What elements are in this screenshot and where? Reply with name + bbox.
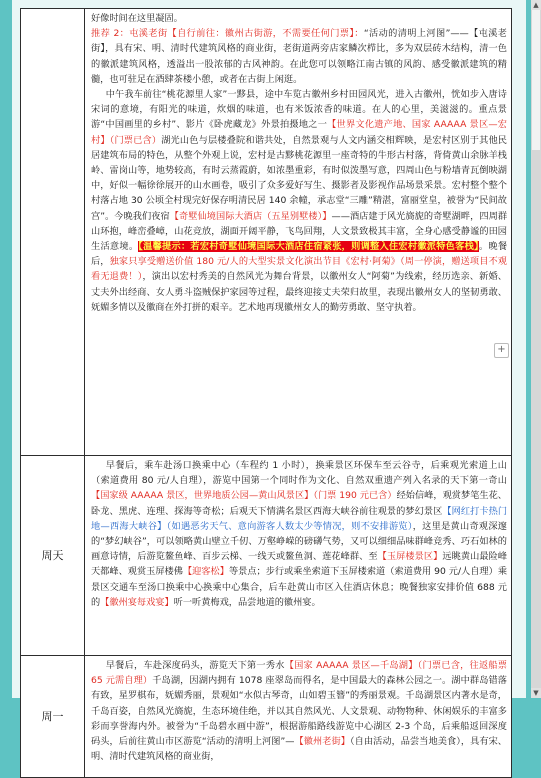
body-text: 早餐后，车赴深度码头，游览天下第一秀水 (105, 660, 285, 671)
day-content (85, 656, 512, 778)
scroll-up-arrow-icon[interactable]: ▲ (531, 0, 541, 10)
itinerary-row (21, 656, 512, 778)
highlighted-text: 【世界文化遗产地、国家 AAAAA 景区—宏村】（门票已含） (91, 119, 507, 146)
highlighted-text: 【网红打卡热门地—西海大峡谷】（如遇恶劣天气、意向游客人数太少等情况，则不安排游览） (91, 505, 508, 532)
body-text: 等景点；步行或乘坐索道下玉屏楼索道（索道费用 90 元/人自理）乘景区交通车至汤口换乘中心换乘中心集合，后车赴黄山市区入住酒店休息；晚餐独家安排价值 688 元的 (91, 566, 508, 608)
day-label: 周天 (21, 456, 85, 656)
highlighted-text: 【迎客松】 (182, 566, 229, 578)
highlighted-text: 【奇墅仙境国际大酒店（五星别墅楼）】 (169, 210, 332, 222)
day-label: 周一 (21, 656, 85, 778)
day-content (85, 9, 512, 456)
highlighted-text: 【国家级 AAAAA 景区，世界地质公园—黄山风景区】（门票 190 元已含） (91, 490, 397, 502)
paragraph (91, 87, 507, 315)
highlighted-text: 【徽州宴每戏宴】 (100, 596, 174, 608)
highlighted-notice: 【温馨提示：若宏村奇墅仙境国际大酒店住宿紧张，则调整入住宏村徽派特色客栈】 (138, 241, 479, 253)
scrollbar-thumb[interactable] (532, 0, 540, 150)
body-text: 湖光山色与层楼叠院和谐共处，自然景观与人文内涵交相辉映，是宏村区别于其他民居建筑布局的特色，从整个外观上说，宏村是古黟桃花源里一座奇特的牛形古村落，背倚黄山余脉羊栈岭、雷岗山等，地势较高，有时云蒸霞蔚，如浓墨重彩，有时似泼墨写意，四周山色与粉墙青瓦倒映湖中，好似一幅徐徐展开的山水画卷，吸引了众多爱好写生、摄影者及影视作品场景采景。宏村整个整个村落占地 30 公顷全村现完好保存明清民居 140 余幢，承志堂“三雕”精湛，富丽堂皇，被誉为“民间故宫”。今晚我们夜宿 (91, 134, 507, 222)
itinerary-row (21, 9, 512, 456)
body-text: ，演出以宏村秀美的自然风光为舞台背景，以徽州女人“阿菊”为线索，经历选亲、新婚、丈夫外出经商、女人勇斗盗贼保护家园等过程，最终迎接丈夫荣归故里，表现出徽州女人的坚韧勇敢、妩媚多情以及徽商在外打拼的艰辛。艺术地再现徽州女人的勤劳勇敢、坚守执着。 (91, 271, 507, 313)
paragraph (91, 26, 507, 87)
itinerary-table (20, 8, 512, 778)
body-text: 中午我车前往“桃花源里人家”一黟县，途中车览古徽州乡村田园风光，进入古徽州，恍如步入唐诗宋词的意境，有阳光的味道，炊烟的味道，也有米饭浓香的味道。在人的心里，美滋滋的。重点景游“中国画里的乡村”、影片《卧虎藏龙》外景拍摄地之一 (91, 89, 507, 131)
body-text: 。晚餐后， (91, 241, 508, 268)
highlighted-text: 【玉屏楼景区】 (377, 551, 443, 563)
day-content (85, 456, 512, 656)
day-label (21, 9, 85, 456)
highlighted-text: 独家只享受赠送价值 180 元/人的大型实景文化演出节目《宏村·阿菊》（周一停演，赠送项目不观看无退费！） (91, 256, 508, 283)
body-text: 远眺黄山最险峰天都峰、观赏玉屏楼佛 (91, 551, 508, 578)
body-text: 早餐后，乘车赴汤口换乘中心（车程约 1 小时），换乘景区环保车至云谷寺，后乘观光索道上山（索道费用 80 元/人自理），游览中国第一个同时作为文化、自然双重遗产列入名录的天下第一奇山 (91, 460, 507, 487)
highlighted-text: 推荐 2：屯溪老街【自行前往：徽州古街游，不需要任何门票】： (91, 28, 364, 40)
itinerary-row (21, 456, 512, 656)
body-text: 听一听黄梅戏，品尝地道的徽州宴。 (173, 596, 321, 608)
expand-plus-icon[interactable]: + (494, 343, 509, 358)
body-text: ，这里是黄山奇观深邃的“梦幻峡谷”，可以领略黄山壁立千仞、万壑峥嵘的磅礴气势，又可以细细品味群峰竞秀、巧石如林的画意诗情，后游览鳌鱼峰、百步云梯、一线天或鳌鱼洞、莲花峰群、至 (91, 520, 507, 563)
scroll-down-arrow-icon[interactable]: ▼ (531, 688, 541, 698)
body-text: “活动的清明上河图”——【屯溪老街】，具有宋、明、清时代建筑风格的商业街，老街道两旁店家鳞次栉比，多为双层砖木结构，清一色的徽派建筑风格，透溢出一股浓郁的古风神韵。在此您可以领略江南古镇的风韵、感受徽派建筑的精髓，也可驻足在酒肆茶楼小憩，或者在古街上闲逛。 (91, 28, 507, 85)
highlighted-text: 【国家 AAAAA 景区—千岛湖】（门票已含，往返船票 65 元需自理） (91, 660, 507, 687)
paragraph (91, 658, 507, 764)
body-text: 好像时间在这里凝固。 (91, 13, 183, 24)
body-text: 千岛湖，因湖内拥有 1078 座翠岛而得名，是中国最大的森林公园之一。湖中群岛错落有致，星罗棋布，妩媚秀丽，景观如“水似古琴奇，山如碧玉簪”的秀丽景观。千岛湖景区内著水是奇，千岛百姿，自然风光旖旎，生态环境佳绝，并以其自然风光、人文景观、动物物种、休闲娱乐的丰富多彩而享誉海内外。被誉为“千岛碧水画中游”，根据游船路线游览中心湖区 2-3 个岛，后乘船返回深度码头，后前往黄山市区游览“活动的清明上河图”— (91, 675, 507, 748)
body-text: 经始信峰，观赏梦笔生花、卧龙、黑虎、连理、探海等奇松；后观天下情满名景区西海大峡谷前往观景的梦幻景区 (91, 490, 507, 517)
body-text: ——酒店建于风光旖旎的奇墅湖畔，四周群山环抱，峰峦叠嶂，山花竞放，湖面开阔平静，飞鸟回翔，人文景致极其丰富，全身心感受静谧的田园生活意境。 (91, 210, 508, 253)
highlighted-text: 【徽州老街】 (294, 736, 350, 748)
paragraph (91, 458, 507, 610)
body-text: （自由活动，品尝当地美食），具有宋、明、清时代建筑风格的商业街， (91, 736, 507, 763)
paragraph (91, 11, 507, 26)
